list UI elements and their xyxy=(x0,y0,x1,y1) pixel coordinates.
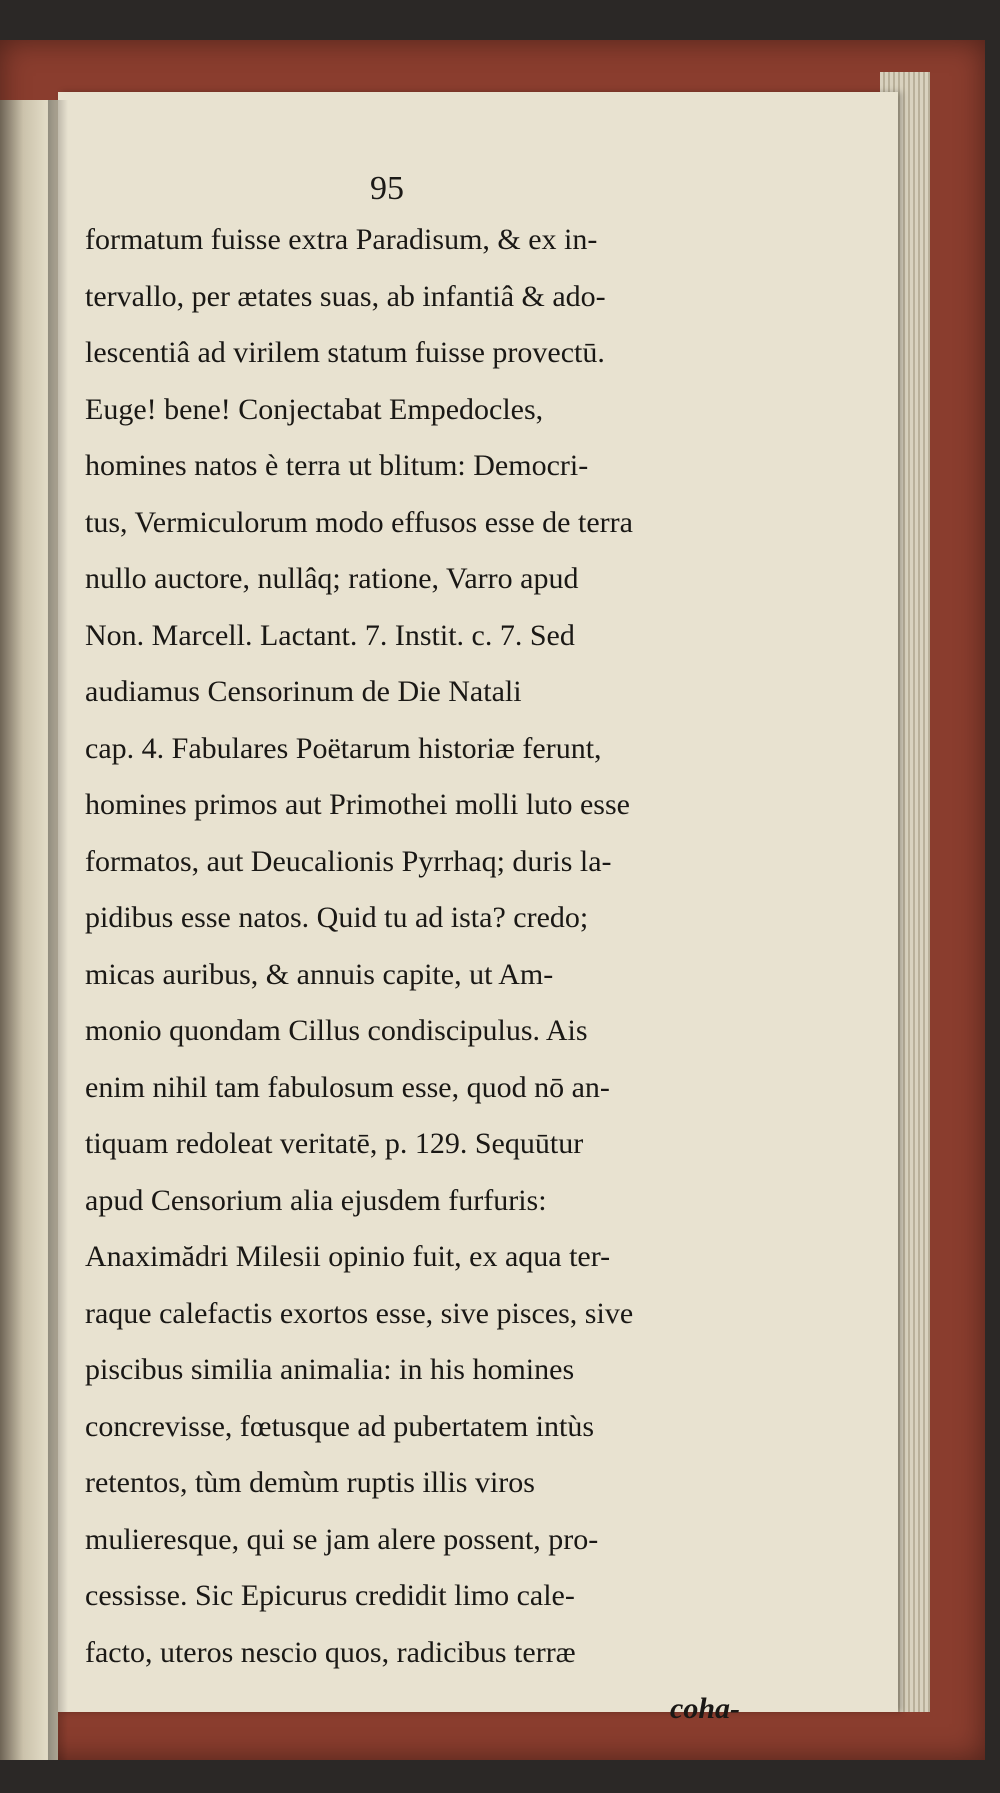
text-line xyxy=(85,608,740,665)
text-line xyxy=(85,721,740,778)
text-line xyxy=(85,1286,740,1343)
text-line xyxy=(85,664,740,721)
text-line-content: enim nihil tam fabulosum esse, quod nō an- xyxy=(85,1070,610,1104)
text-line xyxy=(85,1229,740,1286)
text-line-content: tus, Vermiculorum modo effusos esse de terra xyxy=(85,505,633,539)
text-line xyxy=(85,495,740,552)
text-line-content: Non. Marcell. Lactant. 7. Instit. c. 7. Sed xyxy=(85,618,575,652)
text-line xyxy=(85,325,740,382)
text-line xyxy=(85,1173,740,1230)
text-line xyxy=(85,1512,740,1569)
catchword: coha- xyxy=(670,1692,740,1725)
text-line xyxy=(85,1116,740,1173)
text-line-content: cessisse. Sic Epicurus credidit limo cale- xyxy=(85,1579,575,1612)
page-gutter-shadow xyxy=(48,100,68,1760)
text-line xyxy=(85,1399,740,1456)
catchword-line xyxy=(85,1681,740,1738)
text-line xyxy=(85,947,740,1004)
text-line xyxy=(85,834,740,891)
text-line-content: micas auribus, & annuis capite, ut Am- xyxy=(85,957,554,991)
text-line-content: formatum fuisse extra Paradisum, & ex in- xyxy=(85,223,598,256)
text-line xyxy=(85,438,740,495)
text-line-content: concrevisse, fœtusque ad pubertatem intùs xyxy=(85,1409,595,1443)
text-line-content: lescentiâ ad virilem statum fuisse provectū. xyxy=(85,336,605,369)
text-line xyxy=(85,382,740,439)
text-line xyxy=(85,1455,740,1512)
text-line xyxy=(85,777,740,834)
text-line-content: pidibus esse natos. Quid tu ad ista? credo; xyxy=(85,901,589,934)
text-line xyxy=(85,1003,740,1060)
text-line xyxy=(85,212,740,269)
page-number: 95 xyxy=(370,170,404,207)
text-line-content: mulieresque, qui se jam alere possent, pro- xyxy=(85,1522,599,1556)
text-line-content: cap. 4. Fabulares Poëtarum historiæ ferunt, xyxy=(85,731,602,765)
text-line-content: Anaximădri Milesii opinio fuit, ex aqua ter- xyxy=(85,1240,611,1273)
text-line xyxy=(85,1625,740,1682)
text-line-content: homines natos è terra ut blitum: Democri- xyxy=(85,449,589,482)
text-line-content: homines primos aut Primothei molli luto esse xyxy=(85,788,630,821)
text-line xyxy=(85,1568,740,1625)
text-line xyxy=(85,551,740,608)
text-line xyxy=(85,890,740,947)
text-line xyxy=(85,269,740,326)
text-line-content: audiamus Censorinum de Die Natali xyxy=(85,675,522,708)
text-line-content: tervallo, per ætates suas, ab infantiâ & ado- xyxy=(85,279,606,313)
page-text xyxy=(85,212,740,1738)
text-line xyxy=(85,1342,740,1399)
text-line-content: facto, uteros nescio quos, radicibus terræ xyxy=(85,1635,576,1669)
text-line xyxy=(85,1060,740,1117)
text-line-content: Euge! bene! Conjectabat Empedocles, xyxy=(85,392,544,426)
text-line-content: formatos, aut Deucalionis Pyrrhaq; duris la- xyxy=(85,844,612,878)
text-line-content: raque calefactis exortos esse, sive pisces, sive xyxy=(85,1296,634,1330)
text-line-content: apud Censorium alia ejusdem furfuris: xyxy=(85,1183,547,1217)
text-line-content: monio quondam Cillus condiscipulus. Ais xyxy=(85,1014,588,1047)
text-line-content: piscibus similia animalia: in his homines xyxy=(85,1353,575,1386)
text-line-content: tiquam redoleat veritatē, p. 129. Sequūtur xyxy=(85,1127,584,1160)
text-line-content: nullo auctore, nullâq; ratione, Varro apud xyxy=(85,562,579,595)
text-line-content: retentos, tùm demùm ruptis illis viros xyxy=(85,1466,535,1499)
